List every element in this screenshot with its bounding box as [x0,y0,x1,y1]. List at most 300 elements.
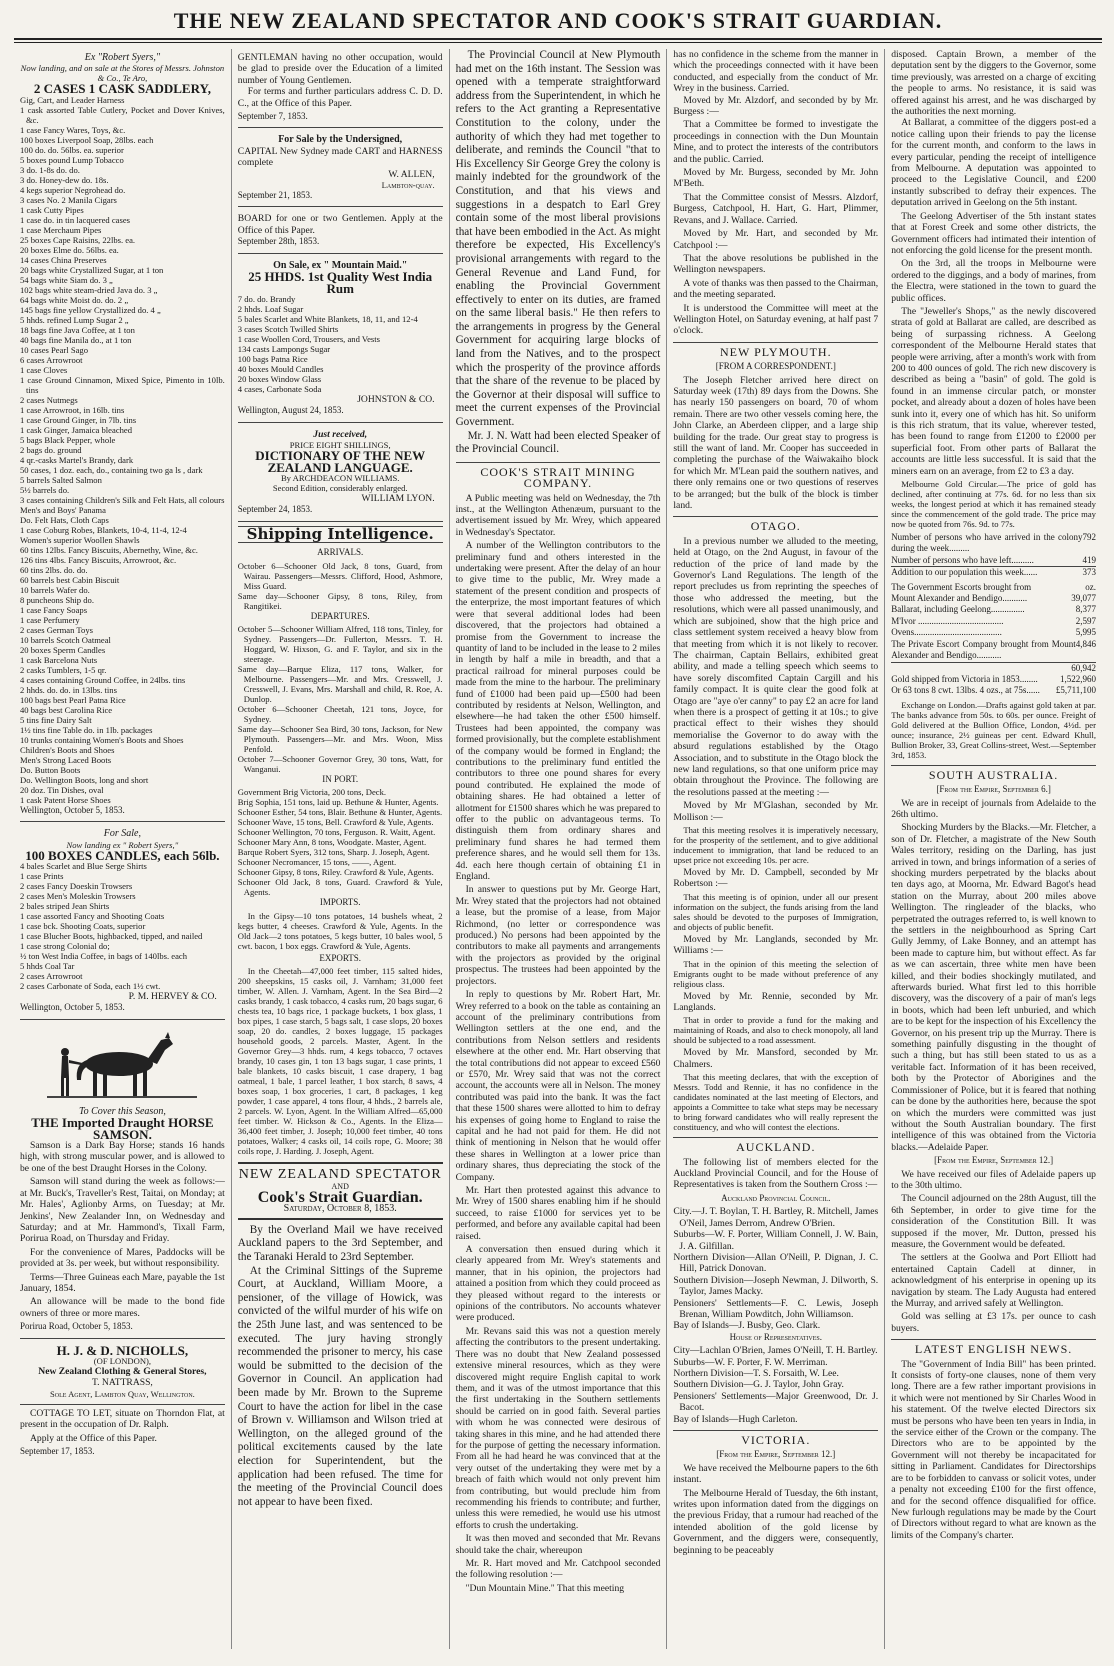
victoria-source: [From the Empire, September 12.] [716,1449,836,1460]
list-item: October 5—Schooner William Alfred, 118 tons, Tinley, for Sydney. Passengers—Dr. Fullerton, Messrs. T. H. Hoggard, W. Hixson, G. and F. Taylor, and six in the steerage. [237,623,443,664]
table-row: 60,942 [891,662,1096,674]
list-item: 100 boxes Liverpool Soap, 28lbs. each [20,134,154,145]
advert-heading: Ex "Robert Syers," [84,52,161,63]
list-item: Southern Division—G. J. Taylor, John Gray. [673,1379,844,1391]
columns [14,49,1102,1649]
list-item: 1 cask Barcelona Nuts [20,654,98,665]
list-item: 5 boxes pound Lump Tobacco [20,154,124,165]
list-item: Schooner Old Jack, 8 tons, Guard. Crawford & Yule, Agents. [237,877,443,898]
editorial-text [238,1224,443,1509]
list-item: Do. Button Boots [20,764,81,775]
list-item: Suburbs—W. F. Porter, F. W. Merriman. [673,1356,828,1368]
arrivals-heading: ARRIVALS. [317,547,364,558]
list-item: October 6—Schooner Cheetah, 121 tons, Joyce, for Sydney. [237,703,443,724]
list-item: 10 cases Pearl Sago [20,344,89,355]
advert-date: September 28th, 1853. [237,236,320,247]
article-paragraph: The Joseph Fletcher arrived here direct on Saturday week (17th) 89 days from the Downs. She has nearly 150 passengers on board, 70 of whom remain. There are two other vessels coming here, the John Clarke, an Aberdeen clipper, and a large ship building for the trade. Our great stay to progress is still the want of land. Mr. Cooper has succeeded in completing the purchase of the Waiwakaiho block for which Mr. M'Lean paid the southern natives, and there only remains one or two questions of reserves to be arranged; but the bulk of the block is timber land. [673,374,879,512]
list-item: Do. Wellington Boots, long and short [20,774,149,785]
advert-signature: WILLIAM LYON. [361,492,435,504]
list-item: Men's Strong Laced Boots [20,754,112,765]
row-value: 5,995 [1075,627,1096,638]
table-row [891,639,1096,662]
article-paragraph: The following list of members elected for the Auckland Provincial Council, and for the House of Representatives is taken from the Southern Cross :— [673,1156,879,1191]
list-item: ½ ton West India Coffee, in bags of 140lbs. each [20,951,188,962]
gentleman-advert [238,49,443,128]
article-paragraph: Mr. R. Hart moved and Mr. Catchpool seconded the following resolution :— [455,1558,661,1581]
list-item: City—Lachlan O'Brien, James O'Neill, T. H. Bartley. [673,1345,878,1357]
new-plymouth-heading: NEW PLYMOUTH. [673,342,878,358]
article-paragraph: Moved by Mr. Hart, and seconded by Mr. Catchpool :— [673,228,879,251]
list-item: 1 case bck. Shooting Coats, superior [20,921,146,932]
auckland-council-list [673,1206,878,1331]
list-item: 18 bags fine Java Coffee, at 1 ton [20,324,135,335]
article-paragraph: Moved by Mr. Alzdorf, and seconded by by Mr. Burgess :— [673,94,879,118]
dictionary-price: PRICE EIGHT SHILLINGS, [289,440,391,451]
row-label: Mount Alexander and Bendigo........... [891,593,1028,604]
article-paragraph: A vote of thanks was then passed to the Chairman, and the meeting separated. [673,277,879,301]
list-item: 102 bags white steam-dried Java do. 3 „ [20,284,158,295]
list-item: 5 hhds Coal Tar [20,961,75,972]
article-paragraph: "Dun Mountain Mine." That this meeting [465,1582,625,1594]
gentleman-terms: For terms and further particulars address C. D. D. C., at the Office of this Paper. [237,86,443,109]
population-table [891,532,1096,579]
advert-date: September 21, 1853. [237,190,313,201]
column-4 [667,49,885,1649]
advert-signature: W. ALLEN, [388,168,435,180]
list-item: 60 tins 12lbs. Fancy Biscuits, Abernethy, Wine, &c. [20,544,198,555]
departures-list [238,624,443,774]
article-paragraph: That the Committee consist of Messrs. Alzdorf, Burgess, Catchpool, H. Hart, G. Hart, Plimmer, Revans, and J. Wallace. Carried. [673,191,879,226]
list-item: 2 hhds. Loaf Sugar [237,303,304,314]
board-advert [238,210,443,253]
list-item: 20 doz. Tin Dishes, oval [20,784,104,795]
victoria-heading: VICTORIA. [673,1430,878,1446]
list-item: 5 tins fine Dairy Salt [20,714,92,725]
list-item: 1 cask assorted Table Cutlery, Pocket and Dover Knives, &c. [20,104,225,125]
gentleman-text: GENTLEMAN having no other occupation, would be glad to preside over the Education of a limited number of Young Gentlemen. [237,52,443,86]
escort-table [891,582,1096,697]
editorial-paragraph: At the Criminal Sittings of the Supreme Court, at Auckland, William Moore, a pensioner, of the village of Howick, was convicted of the wilful murder of his wife on the 25th June last, and was sentenced to be executed. The jury having strongly recommended the prisoner to mercy, his case would be submitted to the decision of the Governor in Council. An application had been made by Mr. Brown to the Supreme Court to have the action for libel in the case of Brown v. Williamson and Wilson tried at Wellington, on the alleged ground of the political excitements caused by the late election for Superintendent, but the application had been refused. The time for the meeting of the Provincial Council does not appear to have been fixed. [237,1264,443,1508]
list-item: 2 casks Tumblers, 1-5 qr. [20,664,107,675]
nicholls-subtitle: (OF LONDON), [93,1355,152,1366]
editorial-paragraph: The Provincial Council at New Plymouth had met on the 16th instant. The Session was opened with a temperate straightforward address from the Superintendent, in which he refers to the Act granting a Representative Constitution to the colony, under the authority of which they had met together to deliberate, and reminds the Council "that to His Excellency Sir George Grey the colony is mainly indebted for the groundwork of the Constitution, and that his views and suggestions in a despatch to Earl Grey contain some of the most liberal provisions that have been embodied in the Act. As might therefore be expected, His Excellency's provisional arrangements with regard to the General Revenue and Land Fund, for enabling the Provincial Government effectively to enter on its duties, are framed on the same liberal basis." He then refers to the arrangements in progress by the General Government for acquiring large blocks of land from the Natives, and to the prospect which the prosperity of the province affords that the share of the revenue to be placed by the Governor at their disposal will suffice to meet the current expenses of the Provincial Government. [455,49,661,429]
list-item: 1 case Blucher Boots, highbacked, tipped, and nailed [20,931,203,942]
list-item: 2 bags do. ground [20,444,82,455]
list-item: 126 tins 4lbs. Fancy Biscuits, Arrowroot, &c. [20,554,177,565]
list-item: City.—J. T. Boylan, T. H. Bartley, R. Mitchell, James O'Neil, James Derrom, Andrew O'Brien. [673,1206,879,1229]
resolution: That in order to provide a fund for the making and maintaining of Roads, and also to check monopoly, all land should be subjected to a road assessment. [673,1015,879,1046]
auckland-council-heading: Auckland Provincial Council. [721,1192,831,1203]
article-paragraph: The Melbourne Herald of Tuesday, the 6th instant, writes upon information dated from the diggings on the previous Friday, that a rumour had reached of the intended abolition of the gold license by Government, and the diggers were, consequently, beginning to be peaceably [673,1487,879,1556]
list-item: Schooner Esther, 54 tons, Blair. Bethune & Hunter, Agents. [237,807,443,818]
list-item: 4 cases containing Ground Coffee, in 24lbs. tins [20,674,186,685]
escort-rows [891,593,1096,661]
article-paragraph: We are in receipt of journals from Adelaide to the 26th ultimo. [891,797,1096,820]
article-paragraph: Moved by Mr. Burgess, seconded by Mr. John M'Beth. [673,167,879,190]
list-item: 2 cases Arrowroot [20,971,83,982]
editorial-paragraph: Mr. J. N. Watt had been elected Speaker of the Provincial Council. [455,429,661,456]
list-item: 20 bags white Crystallized Sugar, at 1 ton [20,264,164,275]
masthead: THE NEW ZEALAND SPECTATOR AND COOK'S STRAIT GUARDIAN. [14,8,1102,40]
table-row [891,627,1096,638]
list-item: 54 bags white Siam do. 3 „ [20,274,113,285]
list-item: 1 case Woollen Cord, Trousers, and Vests [237,333,381,344]
list-item: 3 cases No. 2 Manila Cigars [20,194,117,205]
otago-heading: OTAGO. [673,516,878,532]
dictionary-edition: Second Edition, considerably enlarged. [272,482,408,493]
masthead-rule [14,42,1102,43]
row-label: Ovens....................................... [891,627,1002,638]
list-item: 6 cases Arrowroot [20,354,83,365]
list-item: Government Brig Victoria, 200 tons, Deck. [237,787,387,798]
list-item: 100 bags Patna Rice [237,353,308,364]
article-paragraph: That the above resolutions be published in the Wellington newspapers. [673,252,879,276]
article-paragraph: Mr. Revans said this was not a question merely affecting the contributors to the present undertaking. There was no doubt that New Zealand possessed extensive mineral resources, which as they were discovered might require English capital to work them, and it was of the utmost importance that this the first undertaking in the Southern settlements should be carried on in good faith. Several parties with whom he was connected were desirous of taking shares in this mine, and he had attended there for the purpose of getting the necessary information. From all he had heard he was convinced that at the very outset of the undertaking they were met by a breach of faith which would not only prevent him from contributing, but would preclude him from recommending his friends to contribute; and further, unless this were remedied, he would use his utmost efforts to crush the undertaking. [455,1325,661,1531]
horse-schedule: Samson will stand during the week as follows:—at Mr. Buck's, Traveller's Rest, Taitai, on Monday; at Mr. Hales', Aglionby Arms, on Tuesday; at Mr. Jenkins', New Zealander Inn, on Wednesday and Saturday; and at Mr. Hammond's, Tixall Farm, Porirua Road, on Thursday and Friday. [20,1176,225,1245]
board-text: BOARD for one or two Gentlemen. Apply at the Office of this Paper. [237,213,443,236]
list-item: 1 cask Patent Horse Shoes [20,794,111,805]
list-item: 4 kegs superior Negrohead do. [20,184,126,195]
list-item: 3 cases containing Children's Silk and Felt Hats, all colours [20,494,225,505]
list-item: Children's Boots and Shoes [20,744,115,755]
advert-item-list [238,294,443,394]
list-item: Same day—Schooner Gipsy, 8 tons, Riley, from Rangitikei. [237,590,443,611]
row-label: The Private Escort Company brought from Mount Alexander and Bendigo........... [891,638,1076,661]
list-item: 145 bags fine yellow Crystallized do. 4 „ [20,304,161,315]
nicholls-title: H. J. & D. NICHOLLS, [56,1342,189,1358]
resolution: That in the opinion of this meeting the selection of Emigrants ought to be made without preference of any religious class. [673,958,879,989]
cart-advert [238,131,443,207]
column-3 [450,49,668,1649]
article-paragraph: Moved by Mr. Mansford, seconded by Mr. Chalmers. [673,1047,879,1070]
list-item: 1 case Coburg Robes, Blankets, 10-4, 11-4, 12-4 [20,524,187,535]
column-5 [885,49,1102,1649]
list-item: Northern Division—T. S. Forsaith, W. Lee. [673,1367,839,1379]
advert-headline: 25 HHDS. 1st Quality West India Rum [248,269,433,296]
auckland-heading: AUCKLAND. [673,1137,878,1153]
advert-date: Wellington, August 24, 1853. [237,405,344,416]
departures-heading: DEPARTURES. [310,610,370,621]
list-item: 3 do. Honey-dew do. 18s. [20,174,109,185]
horse-allowance: An allowance will be made to the bond fide owners of three or more mares. [20,1296,225,1319]
article-paragraph: The "Jeweller's Shops," as the newly discovered strata of gold at Ballarat are called, are described as being of surpassing richness. A Geelong correspondent of the Melbourne Herald states that people were arriving, after a month's work with from 200 to 400 ounces of gold. The rich new discovery is described as being a "basin" of gold. The gold is found in an immense circular patch, or monster pocket, and already about a dozen of holes have been sunk into it, every one of which has hit. So uniform is this rich stratum, that its value, wherever tested, has been found to range from £1200 to £2000 per superficial foot. From other parts of Ballarat the accounts are little less successful. It is said that the miners earn on an average, from £2 to £3 a day. [891,305,1096,477]
list-item: 5 barrels Salted Salmon [20,474,102,485]
horse-advert-title: THE Imported Draught HORSE SAMSON. [31,1115,214,1142]
advert-date: September 17, 1853. [20,1446,95,1456]
advert-date: Porirua Road, October 5, 1853. [20,1321,133,1332]
list-item: 20 boxes Window Glass [237,373,322,384]
mining-company-heading: COOK'S STRAIT MINING COMPANY. [456,462,661,490]
list-item: 1 case Fancy Soaps [20,604,88,615]
article-paragraph: The Council adjourned on the 28th August, till the 6th September, in order to give time for the consideration of the Constitution Bill. It was supposed if the mover, Mr. Dutton, pressed his measure, the Government would be defeated. [891,1193,1096,1250]
article-paragraph: That a Committee be formed to investigate the proceedings in connection with the Dun Mountain Mine, and to protect the interests of the contributors and the public. Carried. [673,119,879,165]
list-item: 40 bags best Carolina Rice [20,704,113,715]
nicholls-agent: Sole Agent, Lambton Quay, Wellington. [49,1388,195,1399]
list-item: 60 tins 2lbs. do. do. [20,564,88,575]
issue-date: Saturday, October 8, 1853. [238,1203,443,1219]
list-item: 1 cask Cutty Pipes [20,204,84,215]
exchange-notice: Exchange on London.—Drafts against gold taken at par. The banks advance from 50s. to 60s. per ounce. Freight of Gold delivered at the Bullion Office, London, 4½d. per ounce; insurance, 2½ guineas per cent. Edward Khull, Bullion Broker, 33, Great Collins-street, West.—September 3rd, 1853. [891,699,1096,760]
table-row: Number of persons who have left.......... 419 [891,554,1096,565]
south-australia-heading: SOUTH AUSTRALIA. [891,765,1096,781]
article-paragraph: Moved by Mr. D. Campbell, seconded by Mr Robertson :— [673,867,879,890]
article-paragraph: Mr. Hart then protested against this advance to Mr. Wrey of 1500 shares enabling him if he should succeed, to raise £1000 for services yet to be performed, and before any available capital had been raised. [455,1185,661,1242]
arrivals-list [238,561,443,611]
list-item: Schooner Mary Ann, 8 tons, Woodgate. Master, Agent. [237,837,427,848]
list-item: 64 bags white Moist do. do. 2 „ [20,294,129,305]
list-item: 1 case assorted Fancy and Shooting Coats [20,911,165,922]
list-item: 2 hhds. do. do. in 13lbs. tins [20,684,117,695]
cottage-text: COTTAGE TO LET, situate on Thorndon Flat, at present in the occupation of Dr. Ralph. [20,1407,225,1431]
article-paragraph: A number of the Wellington contributors to the preliminary fund and others interested in the undertaking were present. After the delay of an hour to give time to the public, Mr. Wrey made a statement of the present condition and prospects of the enterprize, the most important features of which were that several additional lodes had been discovered, that the projectors had obtained a promise from the Government to increase the quantity of land to be included in the lease to 2 miles in length by half a mile in breadth, and that a practical railroad for mineral purposes could be made from the mine to the harbour. The preliminary fund of £1000 had been paid up—£500 had been contributed by residents at Nelson, Wellington, and elsewhere—he had taken the other £500 himself. Trustees had been appointed, the company was formed provisionally, but the complete establishment of the company would be formed in England; the contributions to the preliminary fund entitled the contributors to three one pound shares for every pound contributed. He explained the mode of obtaining shares. He had obtained a letter of allotment for £1500 shares which he was prepared to offer to the public on advantageous terms. To distinguish them from ordinary shares and preliminary fund shares he had termed them preference shares, and he would sell them for 13s. 4d. each here though certain of obtaining £1 in England. [455,540,661,883]
row-value: 4,846 [1075,638,1096,649]
paper-title-and: AND [331,1181,349,1191]
resolution: That this meeting resolves it is imperatively necessary, for the prosperity of the settlement, and to give additional inducement to immigration, that land be reduced to an upset price not exceeding 10s. per acre. [673,825,879,865]
advert-item-list [20,95,225,805]
new-plymouth-source: [FROM A CORRESPONDENT.] [715,361,836,372]
table-row: Or 63 tons 8 cwt. 13lbs. 4 ozs., at 75s...... £5,711,100 [891,685,1096,696]
horse-icon [47,1030,197,1102]
list-item: Do. Felt Hats, Cloth Caps [20,514,109,525]
house-list [673,1345,878,1425]
horse-advert [20,1023,225,1339]
advert-headline: 100 BOXES CANDLES, each 56lb. [25,847,220,863]
list-item: Barque Robert Syers, 312 tons, Sharp. J. Joseph, Agent. [237,847,430,858]
list-item: 3 do. 1-8s do. do. [20,164,80,175]
article-paragraph: The "Government of India Bill" has been printed. It consists of forty-one clauses, none of them very long. There are a few rather important provisions in it which were not mentioned by Sir Charles Wood in his statement. Of the twelve elected Directors six must be persons who have been ten years in India, in the service either of the Crown or the company. The Directors who are to be appointed by the Government will not thereby be incapacitated for sitting in Parliament. Candidates for Directorships are to be forbidden to canvass or solicit votes, under a penalty not exceeding £100 for the first offence, and for the second offence disqualified for office. New furlough regulations may be made by the Court of Directors without regard to what are known as the limits of the Company's charter. [891,1358,1096,1541]
candles-advert [20,825,225,1020]
imports-text: In the Gipsy—10 tons potatoes, 14 bushels wheat, 2 kegs butter, 4 cheeses. Crawford & Yule, Agents. In the Old Jack—2 tons potatoes, 5 kegs butter, 10 bales wool, 5 cwt. bacon, 1 box eggs. Crawford & Yule, Agents. [237,910,443,951]
list-item: 5 bags Black Pepper, whole [20,434,116,445]
article-paragraph: Moved by Mr M'Glashan, seconded by Mr. Mollison :— [673,800,879,823]
list-item: 2 cases Nutmegs [20,394,78,405]
list-item: 4 bales Scarlet and Blue Serge Shirts [20,861,147,872]
exports-heading: EXPORTS. [319,952,362,963]
article-paragraph: We have received our files of Adelaide papers up to the 30th ultimo. [891,1168,1096,1191]
list-item: 4 qr.-casks Martel's Brandy, dark [20,454,134,465]
list-item: 5 hhds. refined Lump Sugar 2 „ [20,314,129,325]
imports-heading: IMPORTS. [319,897,361,908]
list-item: 1 case strong Colonial do; [20,941,110,952]
article-paragraph: Shocking Murders by the Blacks.—Mr. Fletcher, a son of Dr. Fletcher, a magistrate of the New South Wales territory, residing on the Darling, has just arrived in town, and brings information of a series of shocking murders perpetrated by the blacks about ten days ago, at Moorna, Mr. Edward Bagot's head station on the Murray, about 200 miles above Wellington. The ringleader of the blacks, who perpetrated the outrages referred to, is well known to the settlers in the neighbourhood as Spring Cart Gully Jemmy, of Lake Bonney, and an attempt has been made to capture him, but without effect. As far as we can ascertain, three white men have been killed, and their bodies shockingly mutilated, and afterwards buried. What first led to this horrible discovery, was the discovery of a pair of man's legs in boots, which had been left unburied, and which are to be kept for the inspection of his Excellency the Governor, on his present trip up the Murray. There is something painfully disgusting in the thought of such a thing, but has still been stated to us as a veritable fact. Information of it has been received, both by the Protector of Aborigines and the Commissioner of Police, but it is feared that nothing can be done by the authorities here, because the spot on which the murders were committed was just without the South Australian boundary. The first intelligence of this was obtained from the Victoria blacks.—Adelaide Paper. [891,822,1096,1153]
list-item: Schooner Wave, 15 tons, Bell. Crawford & Yule, Agents. [237,817,434,828]
table-row [891,616,1096,627]
list-item: Pensioners' Settlements—Major Greenwood, Dr. J. Bacot. [673,1390,879,1414]
list-item: October 6—Schooner Old Jack, 8 tons, Guard, from Wairau. Passengers—Messrs. Clifford, Hood, Ashmore, Miss Guard. [237,560,443,591]
list-item: 134 casts Lampongs Sugar [237,343,331,354]
horse-description: Samson is a Dark Bay Horse; stands 16 hands high, with strong muscular power, and is allowed to be one of the best Draught Horses in the Colony. [20,1140,225,1174]
advert-heading: For Sale by the Undersigned, [278,134,403,146]
list-item: Schooner Wellington, 70 tons, Ferguson. R. Waitt, Agent. [237,827,436,838]
article-paragraph: We have received the Melbourne papers to the 6th instant. [673,1462,879,1486]
article-paragraph: At Ballarat, a committee of the diggers post-ed a notice calling upon their friends to pay the license for the current month, and conform to the laws in every particular, pending the receipt of intelligence from Melbourne. A deputation was appointed to proceed to the Legislative Council, and £200 instantly subscribed to defray their expences. The deputation arrived in Geelong on the 5th instant. [891,117,1096,209]
article-paragraph: The Geelong Advertiser of the 5th instant states that at Forest Creek and some other districts, the Government officers had intimated their intention of not enforcing the gold license for the present month. [891,210,1096,256]
nicholls-stores: New Zealand Clothing & General Stores, [38,1365,207,1377]
list-item: 100 do. do. 56lbs. ea. superior [20,144,124,155]
list-item: 14 cases China Preserves [20,254,107,265]
list-item: 25 boxes Cape Raisins, 22lbs. ea. [20,234,136,245]
list-item: 2 cases Fancy Doeskin Trowsers [20,881,133,892]
list-item: 7 do. do. Brandy [237,293,296,304]
latest-english-news-heading: LATEST ENGLISH NEWS. [891,1339,1096,1355]
table-row [891,604,1096,615]
list-item: October 7—Schooner Governor Grey, 30 tons, Watt, for Wanganui. [237,753,443,774]
list-item: Same day—Schooner Sea Bird, 30 tons, Jackson, for New Plymouth. Passengers—Mr. and Mrs. Woon, Miss Penfold. [237,723,443,754]
article-paragraph: The settlers at the Goolwa and Port Elliott had entertained Captain Cadell at dinner, in acknowledgment of his enterprise in opening up its navigation by steam. The Lady Augusta had entered the Murray, and arrived safely at Wellington. [891,1252,1096,1309]
list-item: 1 case Fancy Wares, Toys, &c. [20,124,126,135]
table-row: Number of persons who have arrived in the colony during the week......... 792 [891,532,1096,554]
list-item: 1 cask Ginger, Jamaica bleached [20,424,133,435]
article-paragraph: Gold was selling at £3 17s. per ounce to cash buyers. [891,1311,1096,1334]
row-value: 8,377 [1075,604,1096,615]
advert-date: Wellington, October 5, 1853. [20,1002,125,1013]
resolution: That this meeting is of opinion, under all our present information on the subject, the funds arising from the land sales should be devoted to the purposes of Immigration, and objects of public benefit. [673,891,879,932]
advert-heading: Just received, [313,428,368,440]
list-item: 40 bags fine Manila do., at 1 ton [20,334,132,345]
list-item: 20 boxes Sperm Candles [20,644,106,655]
row-label: M'Ivor ...................................... [891,615,1004,626]
cart-text: CAPITAL New Sydney made CART and HARNESS complete [237,145,443,169]
advert-item-list [20,861,225,991]
advert-signature: P. M. HERVEY & CO. [128,991,217,1003]
nicholls-agent-name: T. NATTRASS, [91,1377,153,1389]
cottage-apply: Apply at the Office of this Paper. [30,1432,157,1444]
list-item: Pensioners' Settlements—F. C. Lewis, Joseph Brenan, William Powditch, John Williamson. [673,1297,879,1320]
list-item: 8 puncheons Ship do. [20,594,94,605]
advert-date: Wellington, October 5, 1853. [20,804,125,815]
dictionary-title: DICTIONARY OF THE NEW ZEALAND LANGUAGE. [255,448,426,475]
list-item: Brig Sophia, 151 tons, laid up. Bethune & Hunter, Agents. [237,797,439,808]
article-paragraph: has no confidence in the scheme from the manner in which the proceedings connected with it have been conducted, and especially from the conduct of Mr. Wrey in the business. Carried. [673,49,879,95]
list-item: 4 cases, Carbonate Soda [237,383,322,394]
list-item: Schooner Gipsy, 8 tons, Riley. Crawford & Yule, Agents. [237,867,434,878]
article-paragraph: It was then moved and seconded that Mr. Revans should take the chair, whereupon [455,1533,661,1556]
list-item: Same day—Barque Eliza, 117 tons, Walker, for Melbourne. Passengers—Mr. and Mrs. Cresswell, J. Cresswell, J. Evans, Mrs. Marshall and child, R. Roe, A. Dunlop. [237,663,443,704]
list-item: Gig, Cart, and Leader Harness [20,94,125,105]
list-item: 10 barrels Scotch Oatmeal [20,634,111,645]
editorial-title-block [238,1162,443,1220]
list-item: 1 case Perfumery [20,614,80,625]
column-1 [14,49,232,1649]
advert-heading: For Sale, [103,828,141,840]
article-paragraph: In answer to questions put by Mr. George Hart, Mr. Wrey stated that the projectors had not obtained a lease, but the promise of a lease, from Major Richmond, (no letter or correspondence was produced.) No persons had been appointed by the contributors to make all payments and arrangements with the projectors as provided by the original prospectus. The trustees had been appointed by the projectors. [455,884,661,987]
table-row: Addition to our population this week...... 373 [891,567,1096,578]
cottage-advert [20,1408,225,1458]
list-item: 100 bags best Pearl Patna Rice [20,694,126,705]
article-paragraph: Moved by Mr. Langlands, seconded by Mr. Williams :— [673,933,879,957]
list-item: Schooner Necromancer, 15 tons, ——, Agent. [237,857,397,868]
in-port-heading: IN PORT. [322,773,359,784]
list-item: 2 cases Men's Moleskin Trowsers [20,891,136,902]
article-paragraph: A Public meeting was held on Wednesday, the 7th inst., at the Wellington Athenæum, pursuant to the advertisement issued by Mr. Wrey, which appeared in Wednesday's Spectator. [455,492,661,538]
editorial-continued [456,49,661,457]
exports-text: In the Cheetah—47,000 feet timber, 115 salted hides, 200 sheepskins, 15 casks oil, J. Varnham; 31,000 feet timber, W. Allen. J. Varnham, Agent. In the Sea Bird—2 casks brandy, 1 cask tobacco, 4 casks rum, 20 bags sugar, 6 chests tea, 10 bags rice, 1 package buckets, 1 box glass, 1 box pipes, 1 case starch, 5 bags salt, 1 case slops, 20 boxes soap, 20 do. candles, 2 boxes luggage, 15 packages household goods, 2 parcels. Master, Agent. In the Governor Grey—3 hhds. rum, 4 kegs tobacco, 7 octaves brandy, 10 cases gin, 1 ton 13 bags sugar, 1 case prints, 1 bale blankets, 10 casks biscuit, 1 case drapery, 1 bag oatmeal, 1 bale, 1 parcel leather, 1 box starch, 8 saws, 4 boxes soap, 1 box groceries, 1 cart, 8 packages, 1 keg powder, 1 case apparel, 4 tons flour, 4 hhds., 2 barrels ale, 2 parcels. W. Lyon, Agent. In the William Alfred—65,000 feet timber. W. Hickson & Co., Agents. In the Eliza—36,400 feet timber, J. Joseph; 10,000 feet timber, 40 tons potatoes, Walker; 4 casks oil, 14 coils rope, G. Moore; 38 coils rope, J. Harding. J. Joseph, Agent. [237,966,443,1157]
resolution: That this meeting declares, that with the exception of Messrs. Todd and Rennie, it has no confidence in the candidates nominated at the last meeting of Electors, and appoints a Committee to take what steps may be necessary to bring forward candidates who will really represent the constituency, and who will contest the elections. [673,1072,879,1133]
row-value: 2,597 [1075,615,1096,626]
list-item: 60 barrels best Cabin Biscuit [20,574,120,585]
list-item: 40 boxes Mould Candles [237,363,324,374]
south-australia-source: [From the Empire, September 6.] [936,784,1051,795]
advert-heading: On Sale, ex " Mountain Maid." [273,259,408,271]
article-paragraph: A conversation then ensued during which it clearly appeared from Mr. Wrey's statements and manner, that in his opinion, the projectors had attained a position from which they could proceed as they pleased without regard to the interests or opinions of the contributors. No accounts whatever were produced. [455,1244,661,1324]
list-item: 2 bales striped Jean Shirts [20,901,110,912]
house-heading: House of Representatives. [729,1331,823,1342]
advert-headline: 2 CASES 1 CASK SADDLERY, [33,81,211,97]
shipping-heading: Shipping Intelligence. [238,526,443,543]
list-item: 10 barrels Wafer do. [20,584,90,595]
horse-terms: Terms—Three Guineas each Mare, payable the 1st January, 1854. [20,1271,225,1294]
list-item: 20 boxes Elme do. 56lbs. ea. [20,244,119,255]
advert-subheading: Now landing ex " Robert Syers," [66,839,179,850]
horse-advert-heading: To Cover this Season, [78,1105,166,1117]
table-row: Gold shipped from Victoria in 1853........ 1,522,960 [891,673,1096,684]
dictionary-advert [238,426,443,522]
dictionary-author: By ARCHDEACON WILLIAMS. [280,472,400,483]
nicholls-advert [20,1342,225,1405]
paper-subtitle: Cook's Strait Guardian. [257,1189,423,1206]
list-item: 1½ tins fine Table do. in 1lb. packages [20,724,153,735]
list-item: 50 cases, 1 doz. each, do., containing two ga ls , dark [20,464,203,475]
table-row: The Government Escorts brought from oz. [891,581,1096,592]
article-paragraph: In reply to questions by Mr. Robert Hart, Mr. Wrey referred to a book on the table as containing an account of the preliminary contributions from Wellington settlers at the one end, and the contributions from Nelson settlers and residents elsewhere at the other end. Mr. Hart observing that the total contributions did not appear to exceed £560 or £570, Mr. Wrey said that was not the correct account, the accounts were all in Nelson. The money contributed was paid into the bank. It was the fact that these 1500 shares were allotted to him to defray his expenses of going home to England to raise the capital and he had not paid for them. He did not think of mentioning in Nelson that he would offer these shares in Wellington at a lower price than ordinary shares, thus depreciating the stock of the Company. [455,989,661,1183]
list-item: Bay of Islands—J. Busby, Geo. Clark. [673,1320,821,1332]
list-item: 2 cases German Toys [20,624,93,635]
list-item: 1 case Cloves [20,364,68,375]
list-item: Bay of Islands—Hugh Carleton. [673,1413,798,1425]
list-item: Women's superior Woollen Shawls [20,534,140,545]
list-item: 1 case Prints [20,871,64,882]
column-2 [232,49,450,1649]
advert-signature: JOHNSTON & CO. [357,393,435,405]
article-paragraph: disposed. Captain Brown, a member of the deputation sent by the diggers to the Governor, some time previously, was arrested on a charge of exciting the people to arms. No resistance, it is said was offered against his arrest, and he was discharged by the authorities the next morning. [891,49,1096,118]
south-australia-source-2: [From the Empire, September 12.] [934,1155,1054,1166]
list-item: 5½ barrels do. [20,484,70,495]
advert-subheading: Now landing, and on sale at the Stores of Messrs. Johnston & Co., Te Aro, [20,63,225,84]
list-item: Southern Division—Joseph Newman, J. Dilworth, S. Taylor, James Macky. [673,1274,879,1298]
row-value: 39,077 [1071,593,1096,604]
article-paragraph: It is understood the Committee will meet at the Wellington Hotel, on Saturday evening, at half past 7 o'clock. [673,302,879,337]
article-paragraph: Moved by Mr. Rennie, seconded by Mr. Langlands. [673,990,879,1014]
list-item: Men's and Boys' Panama [20,504,106,515]
in-port-list [238,787,443,897]
paper-title: NEW ZEALAND SPECTATOR [238,1167,442,1183]
rum-advert [238,257,443,423]
row-label: Ballarat, including Geelong............... [891,604,1025,615]
saddlery-advert [20,49,225,822]
list-item: 1 case Ground Ginger, in 7lb. tins [20,414,137,425]
advert-date: September 7, 1853. [237,111,308,122]
list-item: 2 cases Carbonate of Soda, each 1½ cwt. [20,981,161,992]
list-item: 3 cases Scotch Twilled Shirts [237,323,339,334]
table-row [891,593,1096,604]
list-item: 10 trunks containing Women's Boots and Shoes [20,734,184,745]
list-item: 1 case Arrowroot, in 16lb. tins [20,404,125,415]
advert-date: September 24, 1853. [237,504,313,515]
list-item: 1 case Merchaum Pipes [20,224,102,235]
editorial-paragraph: By the Overland Mail we have received Auckland papers to the 3rd September, and the Taranaki Herald to 23rd September. [237,1223,443,1263]
horse-illustration [20,1030,225,1102]
gold-circular: Melbourne Gold Circular.—The price of gold has declined, after continuing at 77s. 6d. for no less than six weeks, the longest period at which it has remained steady since the commencement of the gold trade. The price may now be quoted from 76s. 9d. to 77s. [891,479,1096,530]
list-item: Suburbs—W. F. Porter, William Connell, J. W. Bain, J. A. Gilfillan. [673,1229,879,1252]
list-item: 1 case do. in tin lacquered cases [20,214,131,225]
list-item: 1 case Ground Cinnamon, Mixed Spice, Pimento in 10lb. tins [20,374,225,395]
list-item: Northern Division—Allan O'Neill, P. Dignan, J. C. Hill, Patrick Donovan. [673,1251,879,1275]
article-paragraph: In a previous number we alluded to the meeting, held at Otago, on the 2nd August, in favour of the reduction of the price of land made by the Governor's Land Regulations. The length of the report precludes us from reprinting the speeches of those who addressed the meeting, but the resolutions, which were all passed unanimously, and which are subjoined, show that the high price and class settlement system received a heavy blow from that meeting from which it is not likely to recover. The chairman, Captain Bellairs, exhibited great ability, and made a telling speech which seems to have sorely discomfited Captain Cargill and his family compact. It is quite clear the good folk at Otago are "aye o'er canny" to pay £2 an acre for land when there is a prospect of getting it at 10s.; to give practical effect to their wishes they should memorialise the Governor to do away with the absurd regulations established by the Otago Association, and to substitute in the Otago block the new land regulations, so that one uniform price may obtain throughout the Province. The following are the resolutions passed at the meeting :— [673,535,879,798]
article-paragraph: On the 3rd, all the troops in Melbourne were ordered to the diggings, and a body of marines, from the Electra, were stationed in the town to guard the public offices. [891,258,1096,304]
list-item: 5 bales Scarlet and White Blankets, 18, 11, and 12-4 [237,313,418,324]
advert-place: Lambton-quay. [381,180,435,191]
horse-paddocks: For the convenience of Mares, Paddocks will be provided at 3s. per week, but without responsibility. [20,1246,225,1270]
